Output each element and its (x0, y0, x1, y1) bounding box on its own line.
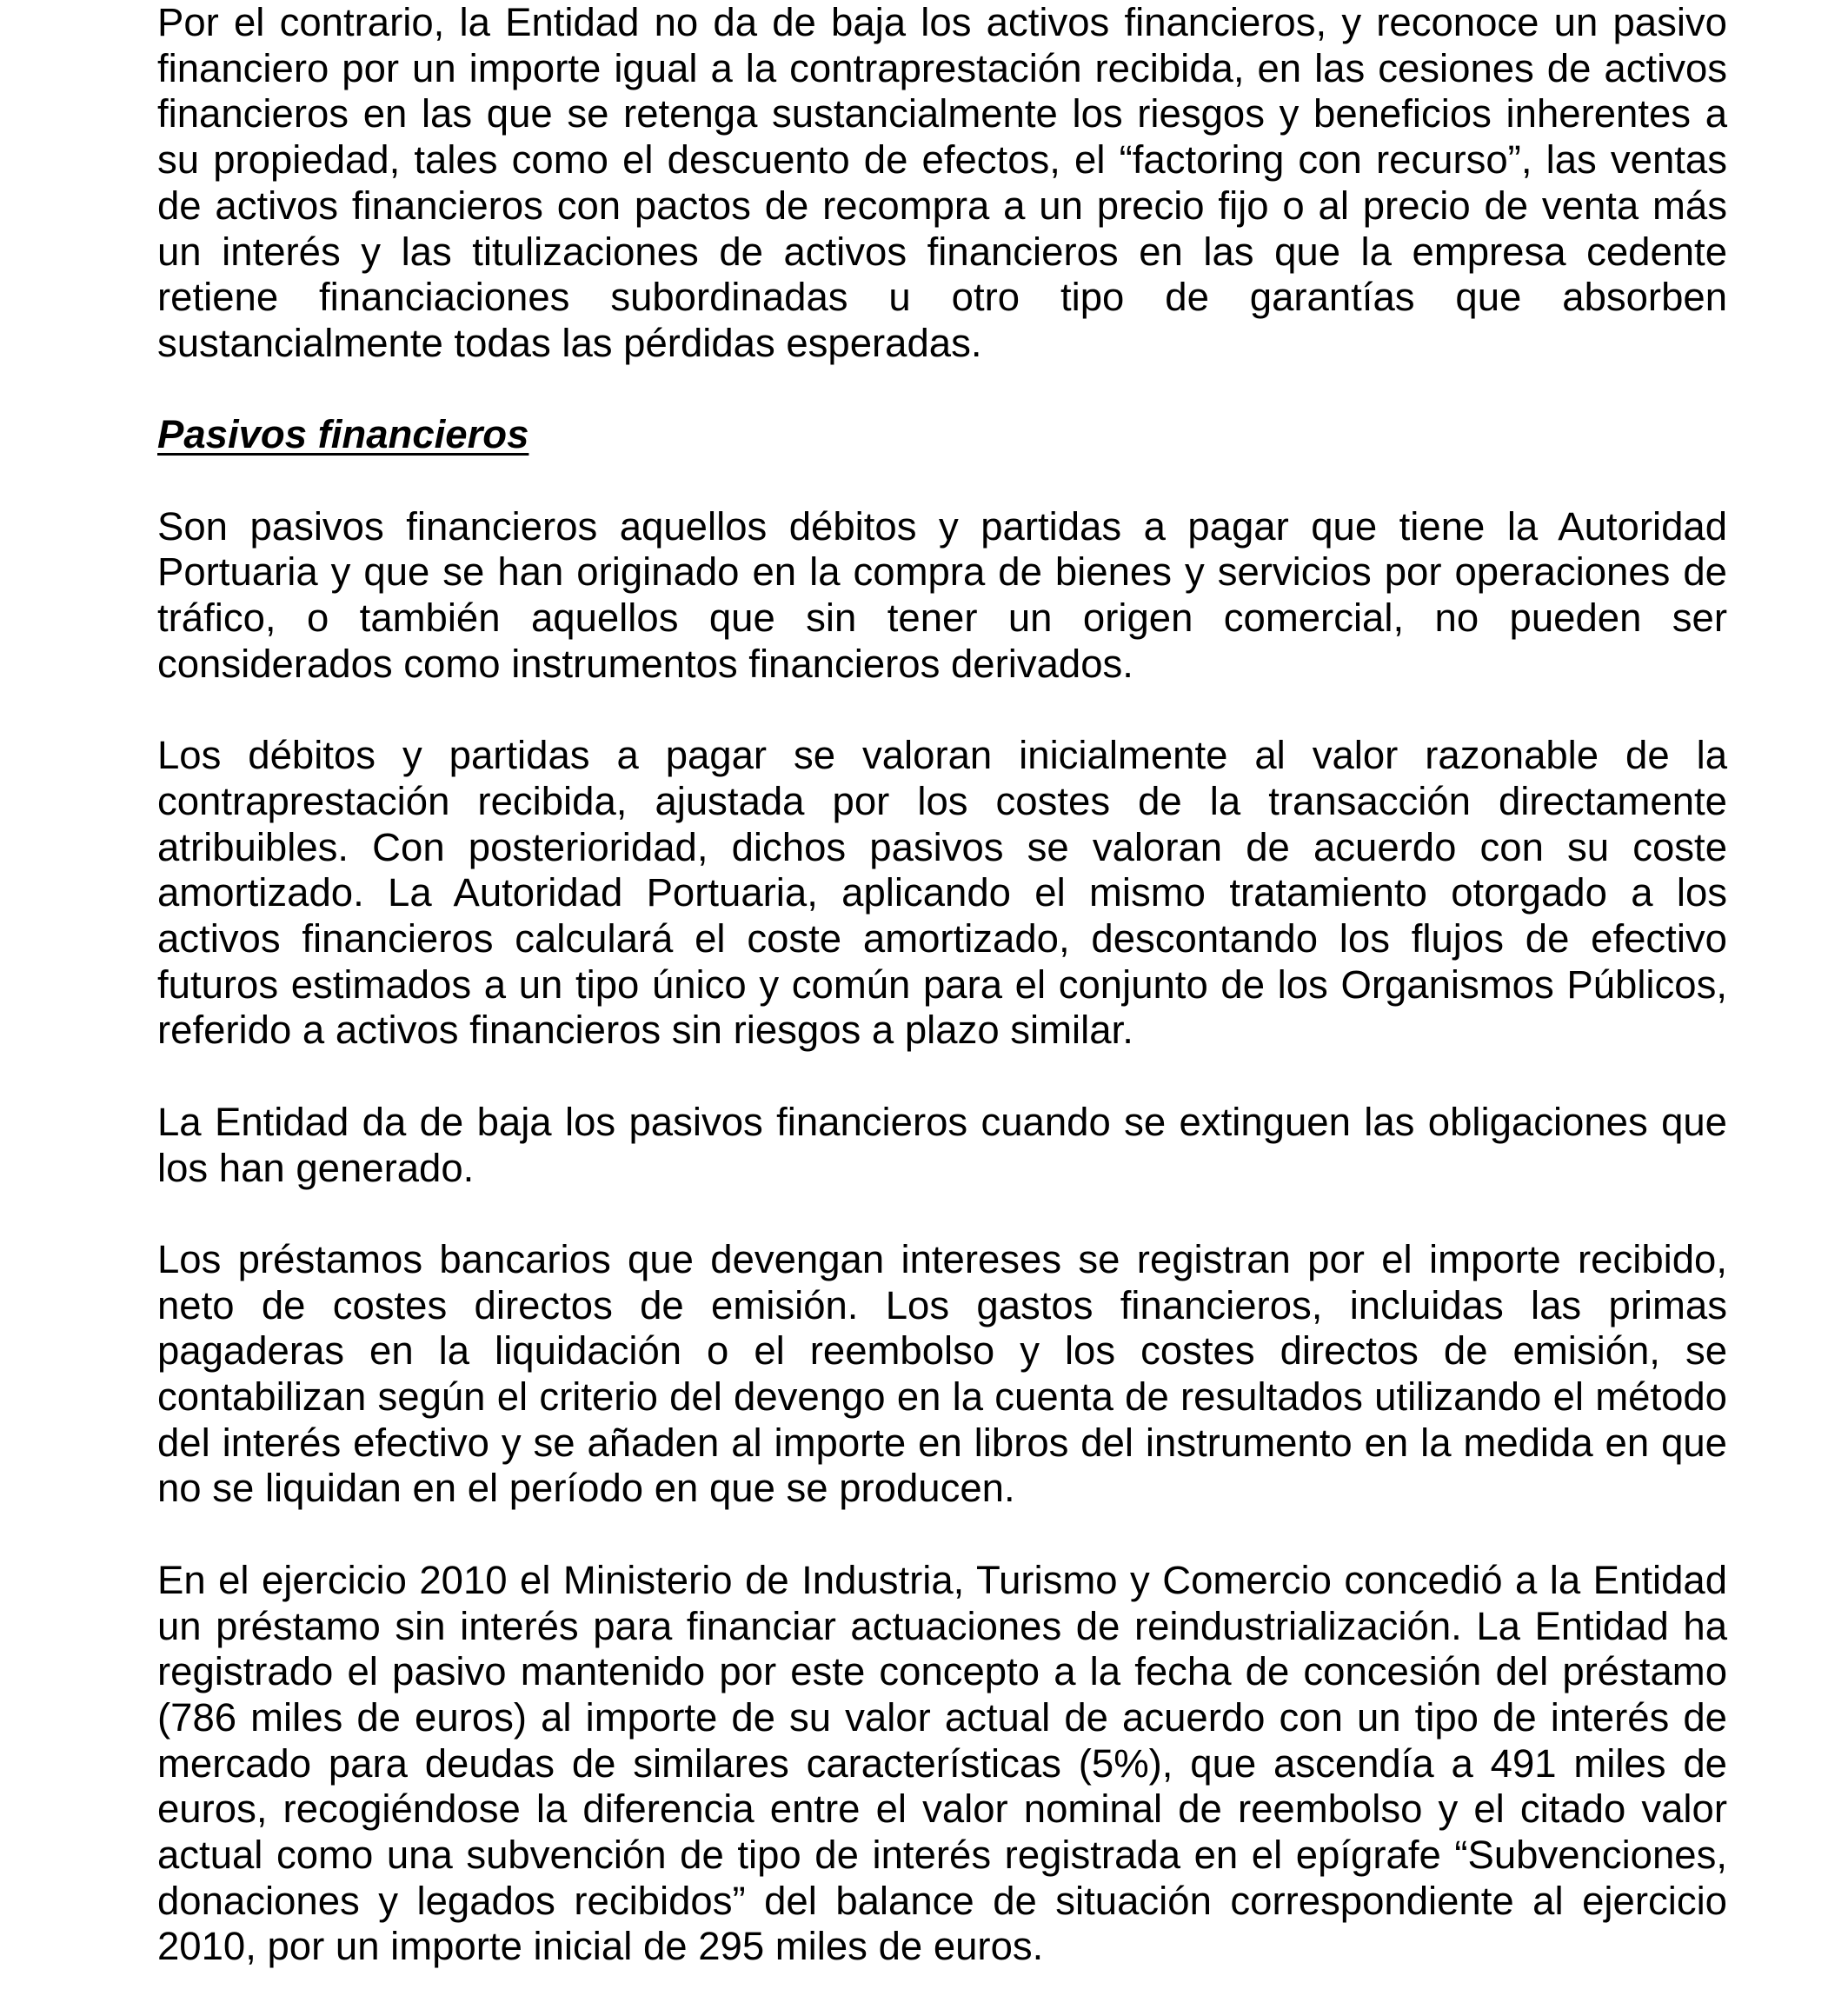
document-page (157, 0, 1727, 2016)
intro-paragraph: Por el contrario, la Entidad no da de baja los activos financieros, y reconoce un pasivo financiero por un importe igual a la contraprestación recibida, en las cesiones de activos financieros en las que se retenga sustancialmente los riesgos y beneficios inherentes a su propiedad, tales como el descuento de efectos, el “factoring con recurso”, las ventas de activos financieros con pactos de recompra a un precio fijo o al precio de venta más un interés y las titulizaciones de activos financieros en las que la empresa cedente retiene financiaciones subordinadas u otro tipo de garantías que absorben sustancialmente todas las pérdidas esperadas. (157, 0, 1727, 365)
paragraph-bank-loans: Los préstamos bancarios que devengan intereses se registran por el importe recibido, neto de costes directos de emisión. Los gastos financieros, incluidas las primas pagaderas en la liquidación o el reembolso y los costes directos de emisión, se contabilizan según el criterio del devengo en la cuenta de resultados utilizando el método del interés efectivo y se añaden al importe en libros del instrumento en la medida en que no se liquidan en el período en que se producen. (157, 1236, 1727, 1511)
paragraph-derecognition: La Entidad da de baja los pasivos financieros cuando se extinguen las obligaciones que los han generado. (157, 1099, 1727, 1190)
paragraph-valuation: Los débitos y partidas a pagar se valoran inicialmente al valor razonable de la contraprestación recibida, ajustada por los costes de la transacción directamente atribuibles. Con posterioridad, dichos pasivos se valoran de acuerdo con su coste amortizado. La Autoridad Portuaria, aplicando el mismo tratamiento otorgado a los activos financieros calculará el coste amortizado, descontando los flujos de efectivo futuros estimados a un tipo único y común para el conjunto de los Organismos Públicos, referido a activos financieros sin riesgos a plazo similar. (157, 733, 1727, 1053)
paragraph-definition: Son pasivos financieros aquellos débitos y partidas a pagar que tiene la Autoridad Portuaria y que se han originado en la compra de bienes y servicios por operaciones de tráfico, o también aquellos que sin tener un origen comercial, no pueden ser considerados como instrumentos financieros derivados. (157, 503, 1727, 686)
paragraph-ministry-loan: En el ejercicio 2010 el Ministerio de Industria, Turismo y Comercio concedió a la Entidad un préstamo sin interés para financiar actuaciones de reindustrialización. La Entidad ha registrado el pasivo mantenido por este concepto a la fecha de concesión del préstamo (786 miles de euros) al importe de su valor actual de acuerdo con un tipo de interés de mercado para deudas de similares características (5%), que ascendía a 491 miles de euros, recogiéndose la diferencia entre el valor nominal de reembolso y el citado valor actual como una subvención de tipo de interés registrada en el epígrafe “Subvenciones, donaciones y legados recibidos” del balance de situación correspondiente al ejercicio 2010, por un importe inicial de 295 miles de euros. (157, 1557, 1727, 1969)
section-heading-pasivos-financieros: Pasivos financieros (157, 412, 529, 457)
